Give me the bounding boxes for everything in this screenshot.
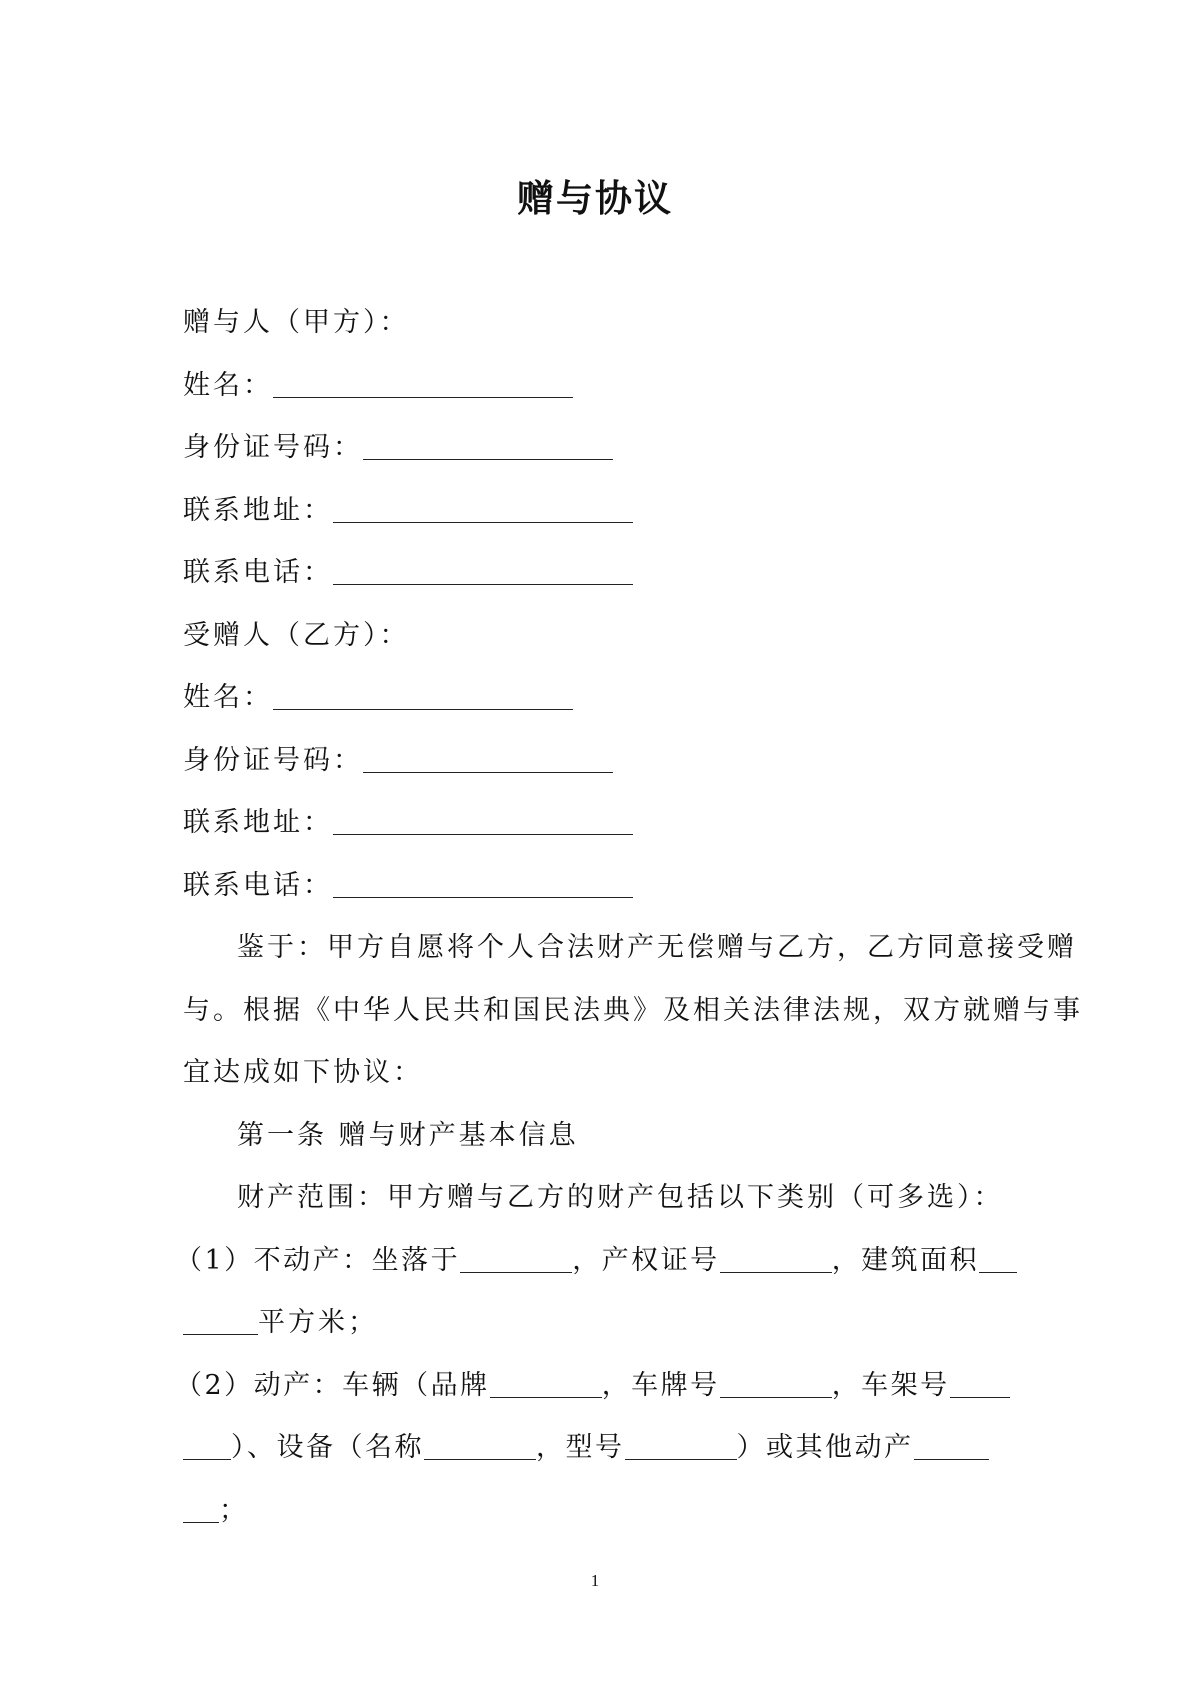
item1-area-blank-a[interactable] (979, 1242, 1017, 1273)
item2-plate-label: ，车牌号 (601, 1369, 720, 1401)
donee-name-label: 姓名： (183, 682, 273, 713)
article1-heading: 第一条 赠与财产基本信息 (237, 1119, 579, 1151)
item1-location-blank[interactable] (460, 1242, 572, 1273)
donee-phone-label: 联系电话： (183, 869, 333, 901)
item1-prefix: （1）不动产：坐落于 (175, 1244, 461, 1276)
donee-address-blank[interactable] (333, 804, 633, 835)
item2-prefix: （2）动产：车辆（品牌 (175, 1369, 490, 1401)
donor-name-blank[interactable] (273, 367, 573, 398)
item2-model-label: ，型号 (536, 1432, 625, 1463)
donee-id-label: 身份证号码： (183, 744, 363, 776)
item2-equipment-blank[interactable] (424, 1429, 536, 1460)
item1-cert-blank[interactable] (720, 1242, 832, 1273)
donor-heading (183, 292, 1018, 355)
item2-other-label: ）或其他动产 (736, 1432, 914, 1463)
donee-heading-text: 受赠人（乙方）： (183, 619, 410, 651)
donee-phone-row (183, 855, 1018, 918)
item2-line-3 (183, 1480, 1018, 1543)
donee-address-label: 联系地址： (183, 807, 333, 838)
preamble-line-3: 宜达成如下协议： (183, 1057, 423, 1088)
item1-area-label: ，建筑面积 (831, 1244, 980, 1276)
donee-name-blank[interactable] (273, 679, 573, 710)
donor-phone-blank[interactable] (333, 554, 633, 585)
item1-line-1 (175, 1230, 1018, 1293)
item2-vin-blank-b[interactable] (183, 1429, 231, 1460)
donor-id-row (183, 417, 1018, 480)
item2-other-blank-b[interactable] (183, 1492, 219, 1523)
donee-phone-blank[interactable] (333, 867, 633, 898)
item1-area-blank-b[interactable] (183, 1304, 258, 1335)
donor-name-label: 姓名： (183, 369, 273, 401)
donor-address-row (183, 480, 1018, 543)
donee-id-blank[interactable] (363, 742, 613, 773)
document-body (175, 292, 1083, 1542)
donor-phone-row (183, 542, 1018, 605)
donee-name-row (183, 667, 1018, 730)
item2-line-1 (175, 1355, 1018, 1418)
donor-address-blank[interactable] (333, 492, 633, 523)
donee-id-row (183, 730, 1018, 793)
article1-scope: 财产范围：甲方赠与乙方的财产包括以下类别（可多选）： (237, 1182, 1004, 1213)
donor-id-label: 身份证号码： (183, 432, 363, 463)
donee-heading (183, 605, 1018, 668)
item1-cert-label: ，产权证号 (572, 1244, 720, 1276)
donor-address-label: 联系地址： (183, 494, 333, 526)
donor-phone-label: 联系电话： (183, 557, 333, 588)
item1-line-2 (183, 1292, 1018, 1355)
item2-line-2 (183, 1417, 1018, 1480)
document-title: 赠与协议 (517, 176, 673, 220)
donor-heading-text: 赠与人（甲方）： (183, 307, 410, 338)
item2-vin-label: ，车架号 (831, 1369, 950, 1401)
item2-plate-blank[interactable] (720, 1367, 832, 1398)
item2-equipment-label: ）、设备（名称 (231, 1432, 424, 1463)
item2-other-blank-a[interactable] (914, 1429, 989, 1460)
item1-unit: 平方米； (258, 1307, 378, 1338)
donor-id-blank[interactable] (363, 429, 613, 460)
item2-model-blank[interactable] (625, 1429, 737, 1460)
item2-brand-blank[interactable] (490, 1367, 602, 1398)
preamble-line-1: 鉴于：甲方自愿将个人合法财产无偿赠与乙方，乙方同意接受赠 (237, 932, 1077, 963)
donee-address-row (183, 792, 1018, 855)
item2-end: ； (219, 1494, 249, 1526)
donor-name-row (183, 355, 1018, 418)
page-number: 1 (590, 1571, 600, 1590)
preamble-line-2: 与。根据《中华人民共和国民法典》及相关法律法规，双方就赠与事 (183, 994, 1083, 1026)
item2-vin-blank-a[interactable] (950, 1367, 1010, 1398)
